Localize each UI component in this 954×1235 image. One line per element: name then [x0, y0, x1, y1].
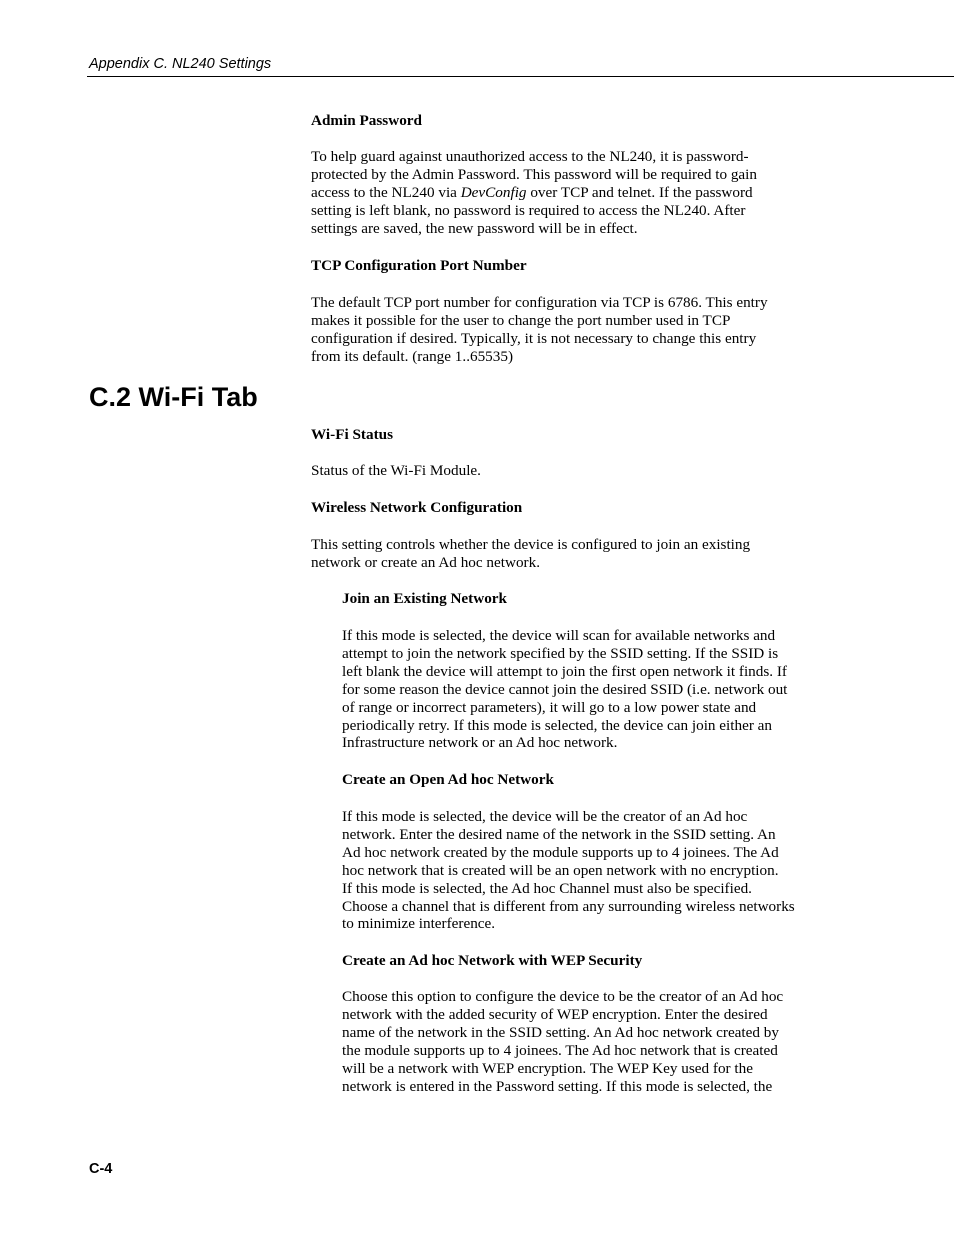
paragraph-line: If this mode is selected, the device will scan for available networks and	[342, 627, 776, 644]
wep-adhoc-paragraph	[342, 988, 842, 1095]
page-number: C-4	[89, 1161, 113, 1177]
open-adhoc-heading: Create an Open Ad hoc Network	[342, 771, 554, 788]
wireless-config-paragraph	[311, 536, 831, 572]
wireless-config-heading: Wireless Network Configuration	[311, 499, 523, 516]
paragraph-line: the module supports up to 4 joinees. The Ad hoc network that is created	[342, 1041, 778, 1059]
paragraph-line: Choose a channel that is different from any surrounding wireless networks	[342, 897, 795, 915]
devconfig-name: DevConfig	[460, 183, 527, 201]
paragraph-line: Ad hoc network created by the module supports up to 4 joinees. The Ad	[342, 843, 779, 861]
admin-password-paragraph	[311, 148, 831, 238]
join-existing-heading: Join an Existing Network	[342, 590, 507, 607]
paragraph-line: setting is left blank, no password is required to access the NL240. After	[311, 201, 746, 219]
paragraph-line: configuration if desired. Typically, it is not necessary to change this entry	[311, 329, 757, 347]
paragraph-line: network is entered in the Password setting. If this mode is selected, the	[342, 1077, 773, 1095]
line-part: access to the NL240 via	[311, 183, 461, 201]
line-part: over TCP and telnet. If the password	[526, 183, 753, 201]
paragraph-line: for some reason the device cannot join the desired SSID (i.e. network out	[342, 680, 788, 698]
paragraph-line: of range or incorrect parameters), it will go to a low power state and	[342, 698, 757, 716]
paragraph-line: hoc network that is created will be an open network with no encryption.	[342, 861, 779, 879]
paragraph-line: network with the added security of WEP encryption. Enter the desired	[342, 1005, 768, 1023]
open-adhoc-paragraph	[342, 808, 842, 933]
paragraph-line: left blank the device will attempt to join the first open network it finds. If	[342, 662, 787, 680]
paragraph-line: The default TCP port number for configuration via TCP is 6786. This entry	[311, 294, 768, 311]
paragraph-line: If this mode is selected, the device will be the creator of an Ad hoc	[342, 808, 748, 825]
paragraph-line: This setting controls whether the device is configured to join an existing	[311, 536, 751, 553]
paragraph-line: name of the network in the SSID setting. An Ad hoc network created by	[342, 1023, 779, 1041]
header-rule	[87, 76, 954, 77]
paragraph-line: Status of the Wi-Fi Module.	[311, 462, 481, 479]
paragraph-line: To help guard against unauthorized access to the NL240, it is password-	[311, 148, 749, 165]
paragraph-line: attempt to join the network specified by the SSID setting. If the SSID is	[342, 644, 779, 662]
paragraph-line: Infrastructure network or an Ad hoc network.	[342, 734, 618, 752]
join-existing-paragraph	[342, 627, 842, 752]
paragraph-line: network. Enter the desired name of the network in the SSID setting. An	[342, 825, 776, 843]
tcp-port-paragraph	[311, 294, 831, 366]
paragraph-line: network or create an Ad hoc network.	[311, 553, 540, 571]
paragraph-line: periodically retry. If this mode is selected, the device can join either an	[342, 716, 773, 734]
running-header: Appendix C. NL240 Settings	[89, 56, 272, 72]
paragraph-line: to minimize interference.	[342, 915, 496, 933]
paragraph-line	[311, 184, 831, 202]
wifi-status-heading: Wi-Fi Status	[311, 426, 393, 443]
paragraph-line: settings are saved, the new password will be in effect.	[311, 219, 638, 237]
wep-adhoc-heading: Create an Ad hoc Network with WEP Security	[342, 952, 643, 969]
wifi-status-paragraph	[311, 462, 831, 480]
paragraph-line: protected by the Admin Password. This password will be required to gain	[311, 165, 757, 183]
paragraph-line: will be a network with WEP encryption. The WEP Key used for the	[342, 1059, 753, 1077]
paragraph-line: If this mode is selected, the Ad hoc Channel must also be specified.	[342, 879, 752, 897]
paragraph-line: makes it possible for the user to change the port number used in TCP	[311, 311, 731, 329]
paragraph-line: Choose this option to configure the device to be the creator of an Ad hoc	[342, 988, 784, 1005]
paragraph-line: from its default. (range 1..65535)	[311, 347, 514, 365]
admin-password-heading: Admin Password	[311, 112, 422, 129]
section-title: C.2 Wi-Fi Tab	[89, 382, 258, 412]
tcp-port-heading: TCP Configuration Port Number	[311, 257, 527, 274]
